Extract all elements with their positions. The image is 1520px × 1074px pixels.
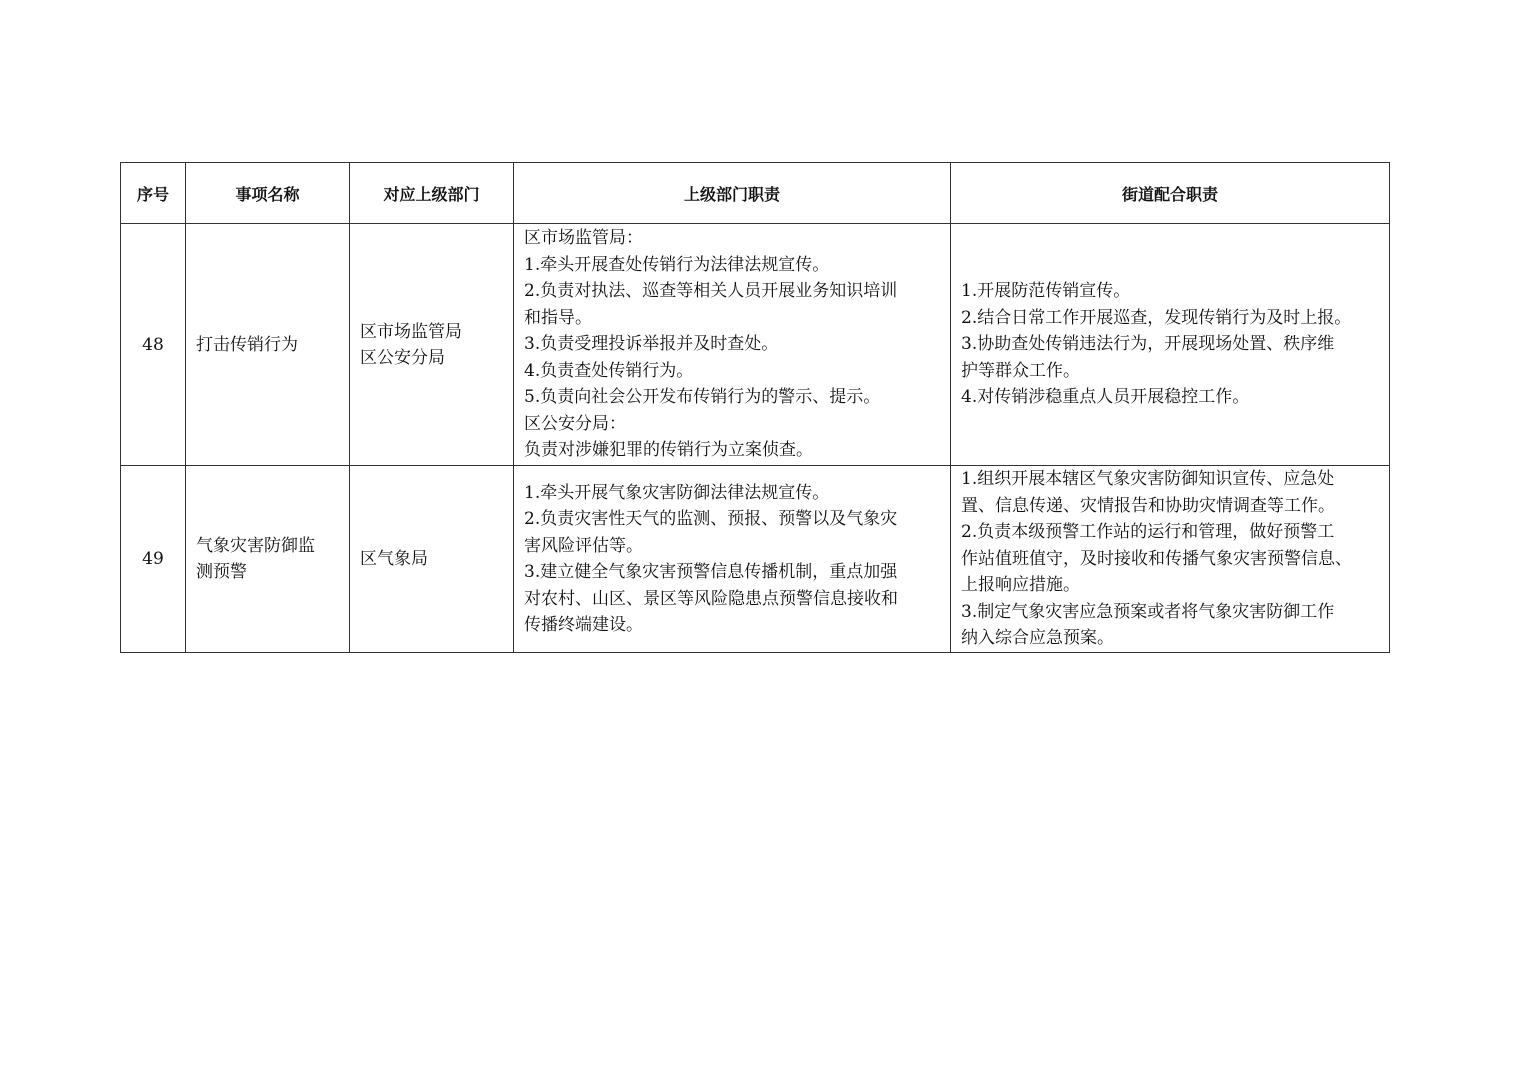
street-duties-cell [951,466,1390,653]
duty-line: 4.负责查处传销行为。 [524,360,694,381]
duty-line: 3.负责受理投诉举报并及时查处。 [524,334,779,355]
duty-line: 3.制定气象灾害应急预案或者将气象灾害防御工作 [961,601,1335,622]
item-name-line: 打击传销行为 [196,334,298,355]
table-row [121,466,1390,653]
duty-line: 1.牵头开展查处传销行为法律法规宣传。 [524,254,830,275]
duty-line: 对农村、山区、景区等风险隐患点预警信息接收和 [524,588,898,609]
serial-no-cell: 49 [121,466,186,653]
duty-line: 3.协助查处传销违法行为，开展现场处置、秩序维 [961,334,1335,355]
duty-line: 上报响应措施。 [961,575,1080,596]
duty-line: 纳入综合应急预案。 [961,628,1114,649]
department-line: 区市场监管局 [360,321,462,342]
header-street-duties: 街道配合职责 [951,163,1390,224]
duty-line: 区公安分局： [524,413,626,434]
duty-line: 作站值班值守，及时接收和传播气象灾害预警信息、 [961,548,1352,569]
table-row [121,224,1390,466]
duty-line: 传播终端建设。 [524,615,643,635]
duty-line: 1.组织开展本辖区气象灾害防御知识宣传、应急处 [961,469,1335,490]
duty-line: 2.负责对执法、巡查等相关人员开展业务知识培训 [524,281,898,302]
duty-line: 5.负责向社会公开发布传销行为的警示、提示。 [524,387,881,408]
duty-line: 负责对涉嫌犯罪的传销行为立案侦查。 [524,440,813,461]
department-cell [350,466,514,653]
table-header-row [121,163,1390,224]
street-duties-cell [951,224,1390,466]
item-name-cell [186,466,350,653]
duty-line: 护等群众工作。 [961,360,1080,381]
responsibility-table [120,162,1390,653]
item-name-line: 测预警 [196,562,247,582]
superior-duties-cell [514,224,951,466]
item-name-cell [186,224,350,466]
department-line: 区公安分局 [360,347,445,368]
header-superior-duties: 上级部门职责 [514,163,951,224]
item-name-line: 气象灾害防御监 [196,536,315,556]
superior-duties-cell [514,466,951,653]
duty-line: 区市场监管局： [524,228,643,249]
header-serial-no: 序号 [121,163,186,224]
header-item-name: 事项名称 [186,163,350,224]
department-line: 区气象局 [360,549,428,569]
duty-line: 1.牵头开展气象灾害防御法律法规宣传。 [524,482,830,503]
duty-line: 和指导。 [524,307,592,328]
duty-line: 4.对传销涉稳重点人员开展稳控工作。 [961,387,1250,408]
header-superior-department: 对应上级部门 [350,163,514,224]
serial-no-cell: 48 [121,224,186,466]
duty-line: 置、信息传递、灾情报告和协助灾情调查等工作。 [961,495,1335,516]
duty-line: 害风险评估等。 [524,535,643,556]
department-cell [350,224,514,466]
duty-line: 2.负责灾害性天气的监测、预报、预警以及气象灾 [524,509,898,529]
duty-line: 2.负责本级预警工作站的运行和管理，做好预警工 [961,522,1335,543]
duty-line: 1.开展防范传销宣传。 [961,281,1131,302]
duty-line: 2.结合日常工作开展巡查，发现传销行为及时上报。 [961,307,1352,328]
duty-line: 3.建立健全气象灾害预警信息传播机制，重点加强 [524,562,898,582]
